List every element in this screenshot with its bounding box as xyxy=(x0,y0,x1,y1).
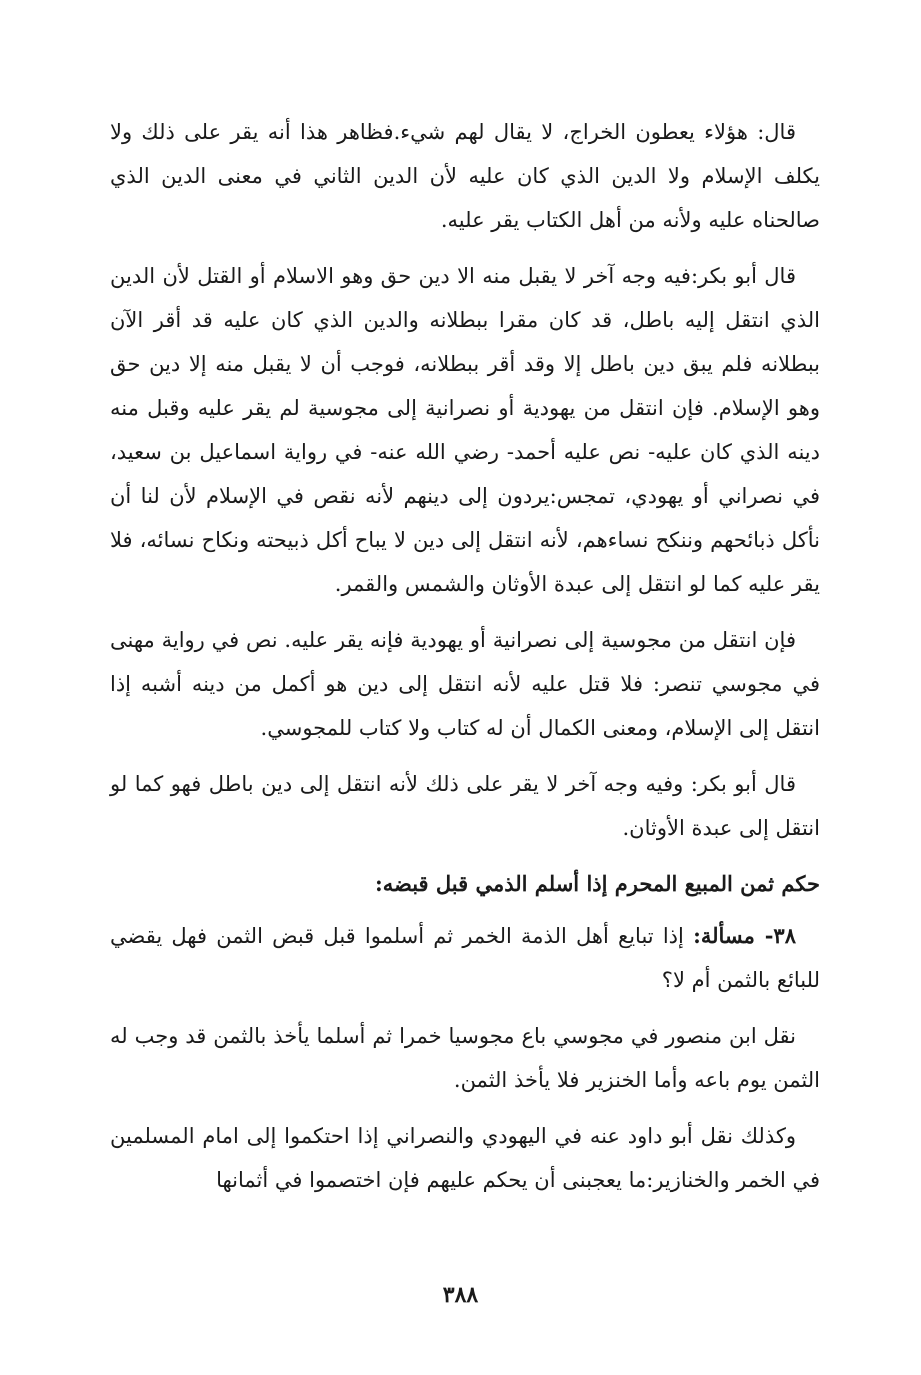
page-number: ٣٨٨ xyxy=(442,1282,479,1308)
paragraph-4: قال أبو بكر: وفيه وجه آخر لا يقر على ذلك لأنه انتقل إلى دين باطل فهو كما لو انتقل إلى عبدة الأوثان. xyxy=(110,772,820,840)
paragraph-1: قال: هؤلاء يعطون الخراج، لا يقال لهم شيء.فظاهر هذا أنه يقر على ذلك ولا يكلف الإسلام ولا الدين الذي كان عليه لأن الدين الثاني في معنى الدين الذي صالحناه عليه ولأنه من أهل الكتاب يقر عليه. xyxy=(110,120,820,232)
issue-number: ٣٨- مسألة: xyxy=(693,923,796,948)
section-heading: حكم ثمن المبيع المحرم إذا أسلم الذمي قبل قبضه: xyxy=(374,871,820,896)
issue-text: إذا تبايع أهل الذمة الخمر ثم أسلموا قبل قبض الثمن فهل يقضي للبائع بالثمن أم لا؟ xyxy=(110,924,820,992)
paragraph-7: وكذلك نقل أبو داود عنه في اليهودي والنصراني إذا احتكموا إلى امام المسلمين في الخمر والخنازير:ما يعجبنى أن يحكم عليهم فإن اختصموا في أثمانها xyxy=(110,1124,820,1192)
book-page xyxy=(110,110,820,1310)
paragraph-3: فإن انتقل من مجوسية إلى نصرانية أو يهودية فإنه يقر عليه. نص في رواية مهنى في مجوسي تنصر: فلا قتل عليه لأنه انتقل إلى دين هو أكمل من دينه أشبه إذا انتقل إلى الإسلام، ومعنى الكمال أن له كتاب ولا كتاب للمجوسي. xyxy=(110,628,820,740)
paragraph-2: قال أبو بكر:فيه وجه آخر لا يقبل منه الا دين حق وهو الاسلام أو القتل لأن الدين الذي انتقل إليه باطل، قد كان مقرا ببطلانه والدين الذي كان عليه قد أقر الآن ببطلانه فلم يبق دين باطل إلا وقد أقر ببطلانه، فوجب أن لا يقبل منه إلا دين حق وهو الإسلام. فإن انتقل من يهودية أو نصرانية إلى مجوسية لم يقر عليه وقبل منه دينه الذي كان عليه- نص عليه أحمد- رضي الله عنه- في رواية اسماعيل بن سعيد، في نصراني أو يهودي، تمجس:يردون إلى دينهم لأنه نقص في الإسلام لأن لنا أن نأكل ذبائحهم وننكح نساءهم، لأنه انتقل إلى دين لا يباح أكل ذبيحته ونكاح نسائه، فلا يقر عليه كما لو انتقل إلى عبدة الأوثان والشمس والقمر. xyxy=(110,264,820,596)
paragraph-6: نقل ابن منصور في مجوسي باع مجوسيا خمرا ثم أسلما يأخذ بالثمن قد وجب له الثمن يوم باعه وأما الخنزير فلا يأخذ الثمن. xyxy=(110,1024,820,1092)
issue-paragraph xyxy=(110,914,820,1002)
